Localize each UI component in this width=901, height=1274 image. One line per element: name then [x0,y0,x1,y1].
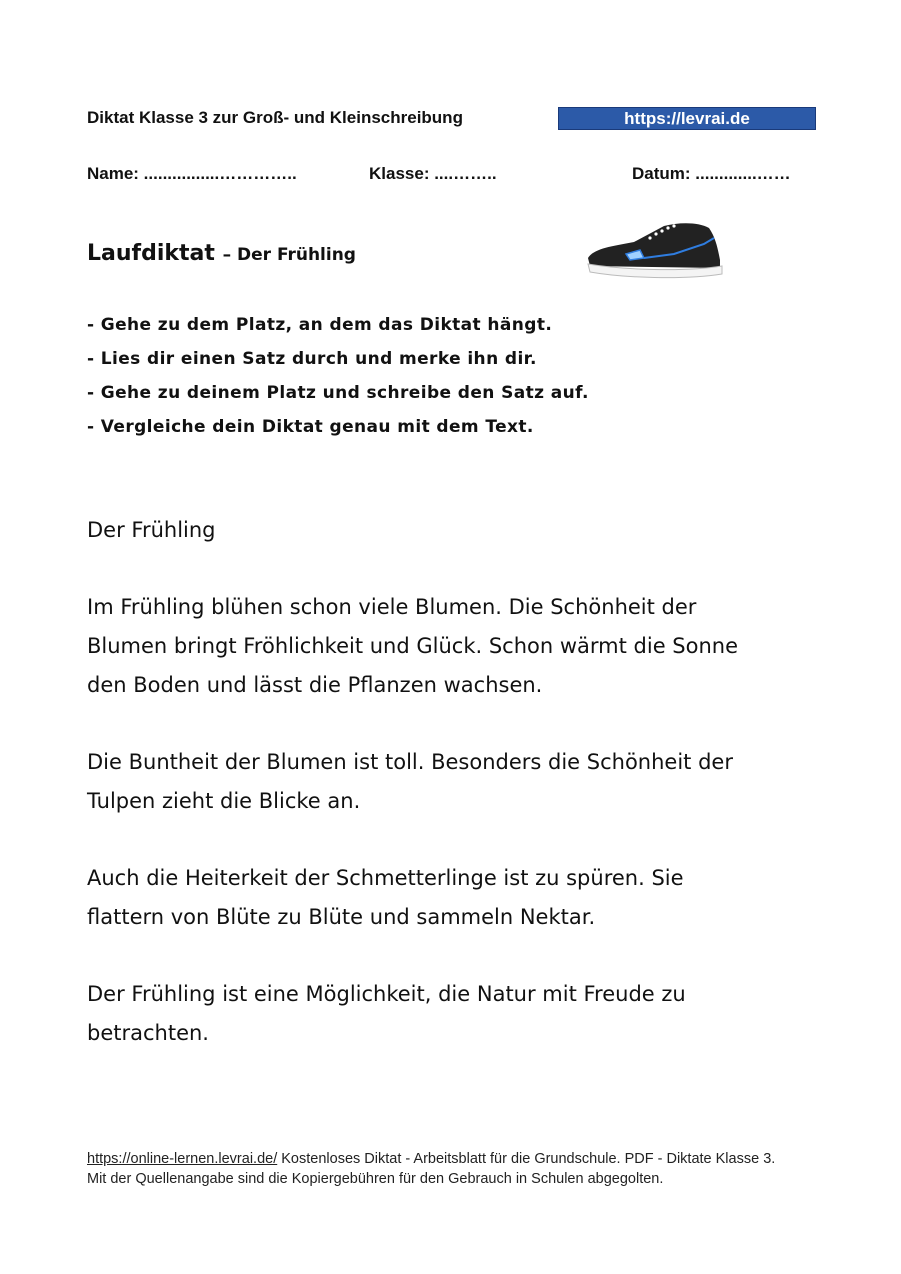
instruction-1: - Gehe zu dem Platz, an dem das Diktat hängt. [87,315,553,335]
exercise-title [87,241,356,266]
footer-line-2: Mit der Quellenangabe sind die Kopiergebühren für den Gebrauch in Schulen abgegolten. [87,1171,664,1187]
footer-line-1 [87,1151,775,1167]
text-line: Tulpen zieht die Blicke an. [87,789,361,813]
text-line: Im Frühling blühen schon viele Blumen. Die Schönheit der [87,595,697,619]
footer-link[interactable]: https://online-lernen.levrai.de/ [87,1151,278,1167]
footer-description: Kostenloses Diktat - Arbeitsblatt für die Grundschule. PDF - Diktate Klasse 3. [277,1151,776,1167]
site-url-banner[interactable]: https://levrai.de [558,107,816,130]
text-line: Auch die Heiterkeit der Schmetterlinge ist zu spüren. Sie [87,866,684,890]
instruction-4: - Vergleiche dein Diktat genau mit dem Text. [87,417,534,437]
instruction-3: - Gehe zu deinem Platz und schreibe den Satz auf. [87,383,589,403]
sneaker-image [584,220,726,282]
exercise-subtitle: – Der Frühling [222,245,356,265]
instruction-2: - Lies dir einen Satz durch und merke ihn dir. [87,349,537,369]
name-field: Name: ................………….. [87,164,297,183]
text-line: Der Frühling ist eine Möglichkeit, die Natur mit Freude zu [87,982,686,1006]
text-line: den Boden und lässt die Pflanzen wachsen. [87,673,543,697]
date-field: Datum: .............…… [632,164,791,183]
exercise-title-main: Laufdiktat [87,241,215,266]
worksheet-title: Diktat Klasse 3 zur Groß- und Kleinschreibung [87,108,463,127]
text-line: betrachten. [87,1021,209,1045]
class-field: Klasse: ....…….. [369,164,497,183]
text-line: Blumen bringt Fröhlichkeit und Glück. Schon wärmt die Sonne [87,634,739,658]
text-line: Die Buntheit der Blumen ist toll. Besonders die Schönheit der [87,750,733,774]
text-line: flattern von Blüte zu Blüte und sammeln Nektar. [87,905,596,929]
text-heading: Der Frühling [87,518,216,542]
